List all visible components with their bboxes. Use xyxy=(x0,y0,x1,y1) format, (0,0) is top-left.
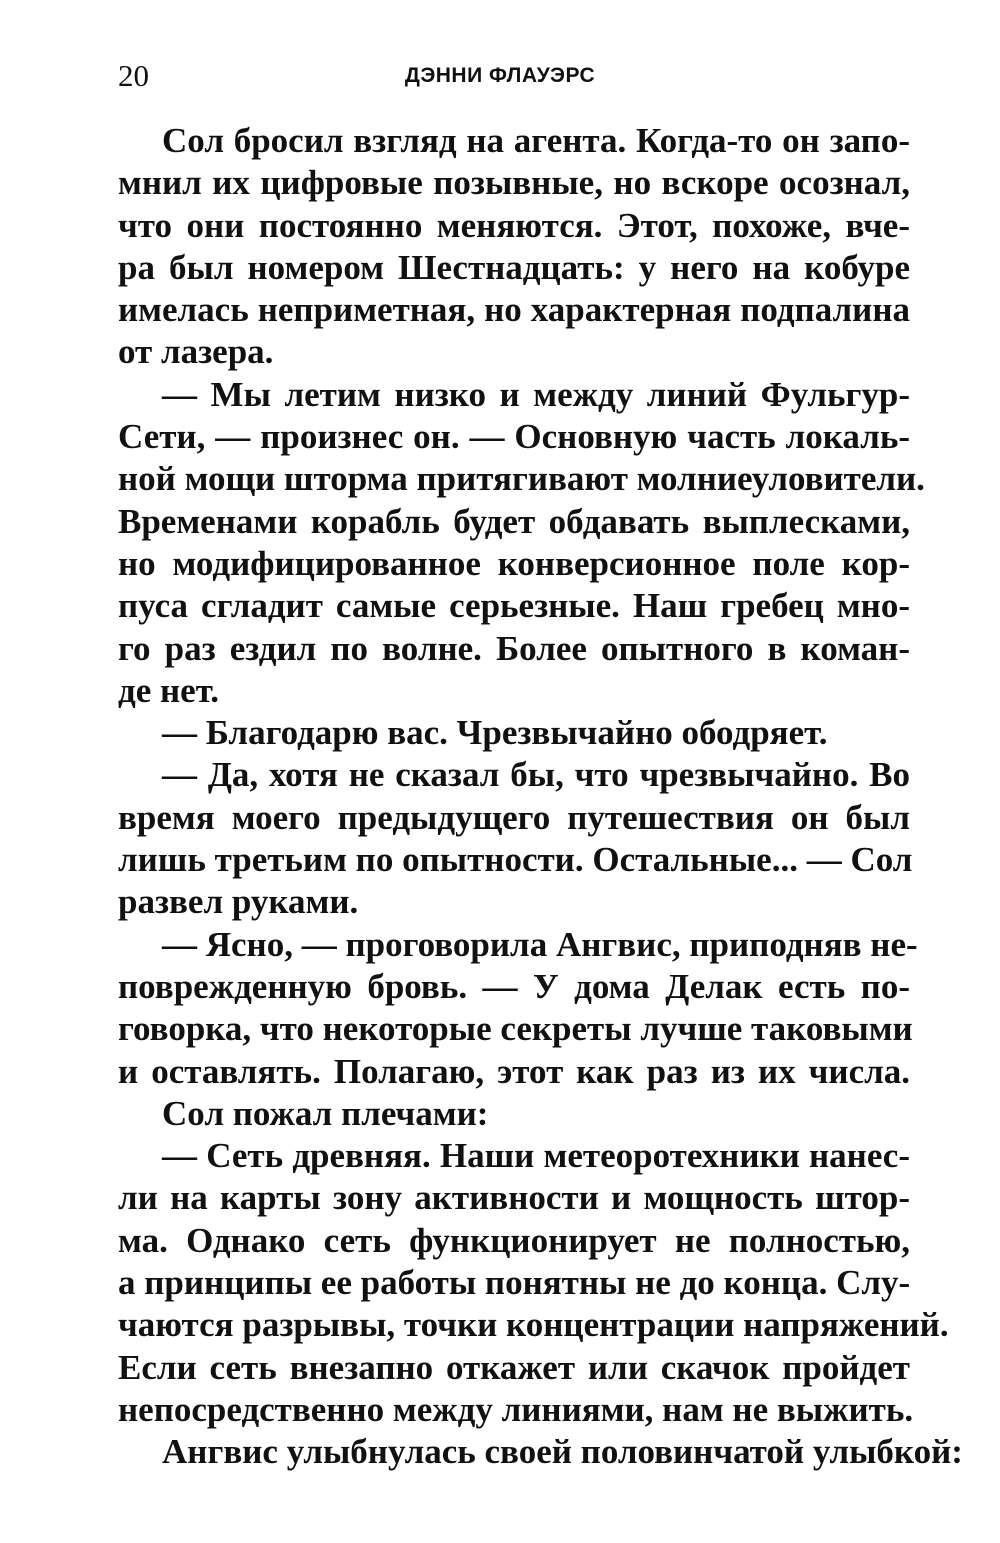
text-line: — Да, хотя не сказал бы, что чрезвычайно. Во xyxy=(162,755,910,795)
text-line: имелась неприметная, но характерная подпалина xyxy=(118,290,910,330)
page-number: 20 xyxy=(118,58,149,93)
text-line: Сол пожал плечами: xyxy=(162,1093,489,1133)
text-line: чаются разрывы, точки концентрации напряжений. xyxy=(118,1305,949,1345)
text-line: лишь третьим по опытности. Остальные... — Сол xyxy=(118,840,913,880)
text-line: время моего предыдущего путешествия он был xyxy=(118,797,910,837)
text-line: развел руками. xyxy=(118,882,359,922)
text-line: — Сеть древняя. Наши метеоротехники нанес- xyxy=(162,1136,910,1176)
text-line: мнил их цифровые позывные, но вскоре осознал, xyxy=(118,163,910,203)
text-line: поврежденную бровь. — У дома Делак есть по- xyxy=(118,966,910,1006)
text-line: — Мы летим низко и между линий Фульгур- xyxy=(162,374,910,414)
running-header-author: ДЭННИ ФЛАУЭРС xyxy=(404,64,596,87)
text-line: де нет. xyxy=(118,670,220,710)
text-line: но модифицированное конверсионное поле кор- xyxy=(118,543,910,583)
text-line: говорка, что некоторые секреты лучше таковыми xyxy=(118,1009,913,1049)
text-line: — Благодарю вас. Чрезвычайно ободряет. xyxy=(162,713,828,753)
text-line: от лазера. xyxy=(118,332,274,372)
text-line: — Ясно, — проговорила Ангвис, приподняв не- xyxy=(162,924,918,964)
text-line: а принципы ее работы понятны не до конца. Слу- xyxy=(118,1263,911,1303)
text-line: Сол бросил взгляд на агента. Когда-то он запо- xyxy=(162,121,910,160)
text-line: го раз ездил по волне. Более опытного в коман- xyxy=(118,628,910,668)
text-line: ли на карты зону активности и мощность штор- xyxy=(118,1178,910,1218)
text-line: Сети, — произнес он. — Основную часть локаль- xyxy=(118,417,910,457)
text-line: Ангвис улыбнулась своей половинчатой улыбкой: xyxy=(162,1432,963,1472)
text-line: пуса сгладит самые серьезные. Наш гребец мно- xyxy=(118,586,910,626)
text-line: и оставлять. Полагаю, этот как раз из их числа. xyxy=(118,1051,910,1091)
text-line: Если сеть внезапно откажет или скачок пройдет xyxy=(118,1347,910,1387)
body-text xyxy=(118,120,963,1474)
text-line: ной мощи шторма притягивают молниеуловители. xyxy=(118,459,925,499)
text-line: Временами корабль будет обдавать выплесками, xyxy=(118,501,910,541)
text-line: ма. Однако сеть функционирует не полностью, xyxy=(118,1220,910,1260)
text-line: непосредственно между линиями, нам не выжить. xyxy=(118,1389,914,1429)
text-line: что они постоянно меняются. Этот, похоже, вче- xyxy=(118,205,910,245)
text-line: ра был номером Шестнадцать: у него на кобуре xyxy=(118,247,910,287)
